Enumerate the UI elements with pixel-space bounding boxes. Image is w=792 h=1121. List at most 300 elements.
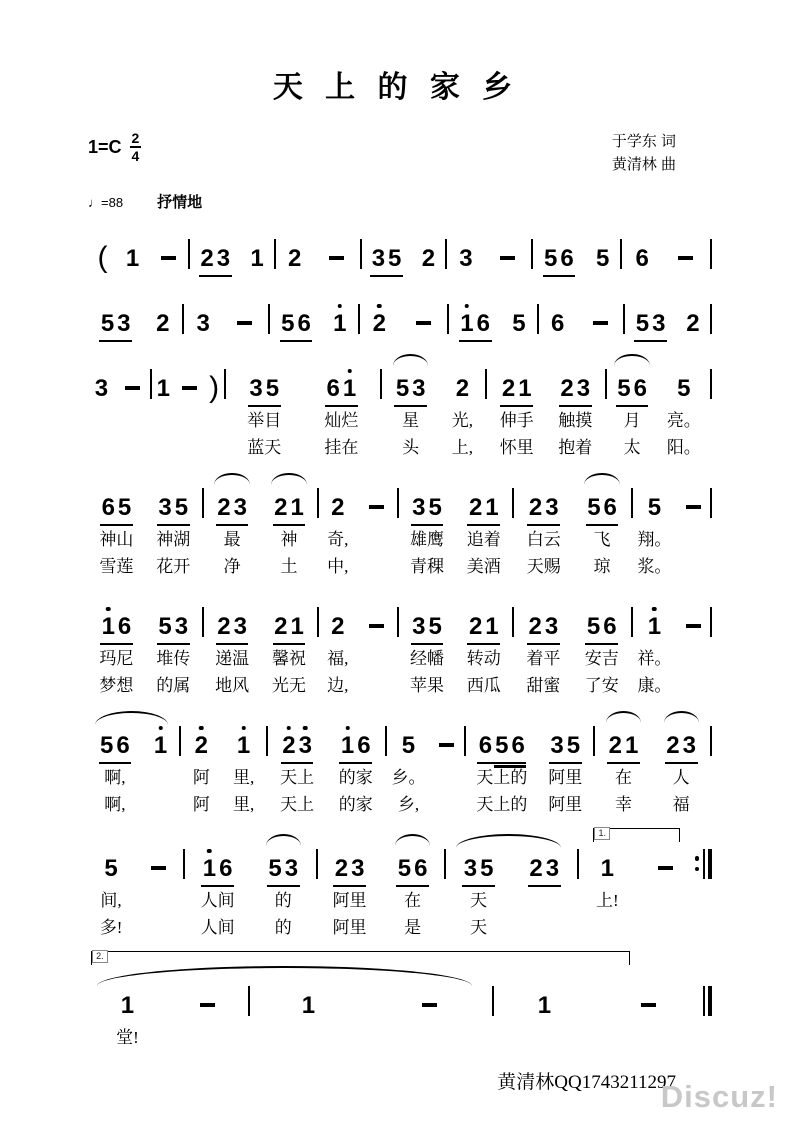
lyric-syllable: 抱着: [558, 437, 593, 457]
note-group: [585, 604, 619, 699]
note: 5: [428, 612, 442, 640]
note: 6: [297, 309, 311, 337]
slur: [214, 473, 249, 485]
beam-group: [364, 604, 389, 645]
barline: [710, 304, 712, 334]
measure: [88, 352, 150, 461]
note: 3: [351, 854, 365, 882]
beam-group: [95, 236, 109, 277]
note: 3: [412, 612, 426, 640]
note-group: [417, 983, 442, 1051]
lyric-syllable: 灿烂: [324, 410, 359, 430]
note: 3: [550, 731, 564, 759]
lyric-syllable: 天: [470, 890, 488, 910]
lyric-syllable: [428, 1024, 432, 1051]
beam-group: [599, 846, 615, 887]
lyric-syllable: 是: [404, 917, 422, 937]
note-group: [155, 366, 171, 461]
lyric-syllable: [374, 553, 378, 580]
beam-group: [527, 485, 560, 526]
repeat-dot: [695, 856, 700, 861]
discuz-watermark: Discuz!: [660, 1079, 778, 1114]
lyric-syllable: 里,: [232, 794, 255, 814]
note: 1: [101, 612, 115, 640]
note-group: [685, 301, 701, 342]
note: 5: [401, 731, 416, 759]
note: 3: [233, 493, 247, 521]
note: 3: [544, 612, 559, 640]
beam-group: [325, 366, 358, 407]
beam-group: [420, 236, 436, 277]
beam-group: [467, 485, 500, 526]
beam-group: [273, 604, 306, 645]
note: 6: [603, 493, 617, 521]
measure: [88, 828, 183, 941]
measure: [514, 590, 631, 699]
lyric-syllable: 啊,: [104, 767, 126, 787]
note-group: [300, 983, 316, 1051]
note: 2: [608, 731, 623, 759]
note: 6: [511, 731, 525, 759]
slur: [614, 354, 649, 366]
beam-group: [364, 485, 389, 526]
beam-group: [195, 301, 211, 342]
dash-note: [416, 321, 431, 325]
beam-group: [477, 723, 526, 764]
lyric-syllable: 天: [470, 917, 488, 937]
music-system: [88, 222, 712, 277]
beam-group: [511, 301, 527, 342]
volta-label: 1.: [594, 827, 610, 840]
note-group: [177, 366, 202, 461]
note: 1: [518, 374, 532, 402]
lyric-syllable: 着平: [526, 648, 561, 668]
note: 2: [217, 612, 231, 640]
note: 5: [117, 493, 132, 521]
dash-note: [686, 624, 701, 628]
lyric-syllable: 神湖: [156, 529, 191, 549]
beam-group: [177, 366, 202, 407]
note-group: [364, 485, 389, 580]
note: 5: [647, 493, 662, 521]
lyric-syllable: 阿里: [548, 794, 583, 814]
lyric-syllable: [212, 434, 216, 461]
measure: [88, 590, 202, 699]
note-group: [607, 723, 640, 818]
note-group: [286, 236, 302, 277]
note: 3: [463, 854, 478, 882]
lyric-syllable: [131, 407, 135, 434]
measure: [399, 590, 513, 699]
beam-group: [193, 723, 209, 764]
key-time-signature: [88, 130, 141, 164]
beam-group: [681, 485, 706, 526]
lyric-syllable: 苹果: [409, 675, 444, 695]
note: 2: [455, 374, 470, 402]
measure: [487, 352, 604, 461]
beam-group: [411, 301, 436, 342]
note-group: [333, 846, 367, 941]
note: 5: [100, 731, 114, 759]
beam-group: [93, 366, 109, 407]
measure: [622, 222, 710, 277]
note: 6: [476, 309, 490, 337]
beam-group: [324, 236, 349, 277]
lyric-syllable: 人: [672, 767, 690, 787]
note-group: [280, 723, 314, 818]
dash-note: [369, 505, 384, 509]
measure: [88, 471, 202, 580]
lyric-syllable: [161, 434, 165, 461]
note-group: [536, 983, 552, 1051]
measure: [185, 828, 316, 941]
beam-group: [665, 723, 698, 764]
beam-group: [500, 366, 533, 407]
note: 2: [421, 244, 436, 272]
lyric-syllable: [156, 887, 160, 914]
lyric-syllable: 祥。: [637, 648, 672, 668]
note-group: [155, 301, 171, 342]
beam-group: [156, 236, 181, 277]
beam-group: [676, 366, 692, 407]
note-group: [588, 301, 613, 342]
lyric-syllable: 馨祝: [271, 648, 306, 668]
measure: [387, 709, 464, 818]
lyric-syllable: 递温: [215, 648, 250, 668]
lyric-syllable: 人间: [200, 917, 235, 937]
note: 5: [595, 244, 610, 272]
lyric-syllable: [663, 914, 667, 941]
beam-group: [527, 604, 560, 645]
note: 6: [219, 854, 233, 882]
lyric-syllable: 挂在: [324, 437, 359, 457]
measure: [539, 287, 624, 342]
beam-group: [394, 366, 427, 407]
note-group: [267, 846, 300, 941]
measure: [579, 828, 695, 941]
note-group: [156, 236, 181, 277]
note-group: [95, 236, 109, 277]
note: 3: [174, 612, 189, 640]
note-group: [594, 236, 610, 277]
note: 3: [371, 244, 386, 272]
note: 5: [587, 493, 601, 521]
measure: [276, 222, 360, 277]
note: 2: [287, 244, 302, 272]
beam-group: [195, 983, 220, 1024]
beam-group: [157, 485, 190, 526]
measure: [152, 352, 223, 461]
lyric-syllable: 净: [223, 556, 241, 576]
note-group: [324, 236, 349, 277]
measure-row: [88, 287, 712, 342]
note-group: [420, 236, 436, 277]
note: 5: [397, 854, 412, 882]
note-group: [616, 366, 649, 461]
note-group: [527, 485, 561, 580]
beam-group: [370, 236, 403, 277]
note-group: [511, 301, 527, 342]
music-system: [88, 828, 712, 941]
slur: [584, 473, 619, 485]
music-system: [88, 590, 712, 699]
note: 1: [600, 854, 614, 882]
beam-group: [586, 485, 619, 526]
lyric-syllable: 多!: [99, 917, 123, 937]
note: 2: [331, 612, 345, 640]
lyric-syllable: 雄鹰: [409, 529, 444, 549]
lyric-syllable: [605, 914, 609, 941]
lyric-syllable: [445, 764, 449, 791]
lyric-syllable: 经幡: [409, 648, 444, 668]
note-group: [124, 236, 140, 277]
repeat-dot: [695, 867, 700, 872]
beam-group: [119, 983, 135, 1024]
note: 5: [428, 493, 442, 521]
measure: [181, 709, 266, 818]
note: 1: [537, 991, 552, 1019]
dash-note: [329, 256, 344, 260]
beam-group: [100, 485, 133, 526]
note: 5: [265, 374, 280, 402]
note-group: [99, 301, 132, 342]
music-system: [88, 951, 712, 1051]
measure: [399, 471, 513, 580]
lyric-syllable: [306, 1024, 310, 1051]
note: 5: [617, 374, 631, 402]
note: 6: [633, 374, 647, 402]
lyric-syllable: 亮。: [666, 410, 701, 430]
beam-group: [339, 723, 372, 764]
beam-group: [616, 366, 649, 407]
slur: [606, 711, 641, 723]
measure: [633, 471, 710, 580]
note: 1: [485, 493, 499, 521]
note: 5: [100, 309, 115, 337]
lyric-syllable: 上,: [451, 437, 474, 457]
measure: [268, 709, 385, 818]
beam-group: [124, 236, 140, 277]
lyric-syllable: [691, 672, 695, 699]
lyric-syllable: [374, 526, 378, 553]
note: 2: [372, 309, 387, 337]
beam-group: [653, 846, 678, 887]
note: 3: [459, 244, 473, 272]
lyric-syllable: 天上: [280, 767, 315, 787]
note-group: [370, 236, 403, 277]
measure: [270, 287, 358, 342]
note-group: [273, 485, 306, 580]
note: 1: [290, 493, 304, 521]
lyric-syllable: 了安: [584, 675, 619, 695]
note: 3: [298, 731, 312, 759]
note-group: [681, 604, 706, 699]
measure: [447, 222, 531, 277]
note: 3: [545, 493, 559, 521]
note-group: [195, 301, 211, 342]
slur: [266, 834, 301, 846]
measure: [446, 828, 577, 941]
lyricist-credit: 于学东 词: [611, 133, 676, 150]
beam-group: [646, 485, 662, 526]
beam-group: [330, 604, 346, 645]
note-group: [332, 301, 348, 342]
lyric-syllable: 间,: [100, 890, 122, 910]
note-group: [667, 366, 701, 461]
note: 1: [301, 991, 316, 1019]
note: 2: [282, 731, 296, 759]
lyric-syllable: 琼: [593, 556, 611, 576]
beam-group: [146, 846, 171, 887]
beam-group: [267, 846, 300, 887]
lyric-syllable: 神山: [99, 529, 134, 549]
note-group: [156, 485, 190, 580]
beam-group: [280, 301, 313, 342]
lyric-syllable: 的: [274, 917, 292, 937]
lyric-syllable: 安吉: [584, 648, 619, 668]
repeat-end-barline: [695, 849, 713, 879]
note: 1: [333, 309, 347, 337]
note-group: [637, 604, 671, 699]
note: 2: [194, 731, 208, 759]
note-group: [93, 366, 109, 461]
note: 3: [412, 374, 426, 402]
note: 2: [331, 493, 345, 521]
beam-group: [157, 604, 190, 645]
dash-note: [125, 386, 140, 390]
beam-group: [607, 723, 640, 764]
measure: [250, 951, 492, 1051]
beam-group: [681, 604, 706, 645]
lyric-syllable: 头: [402, 437, 420, 457]
measure: [88, 951, 248, 1051]
note-group: [156, 604, 190, 699]
note: 1: [340, 731, 355, 759]
note-group: [665, 723, 698, 818]
note: 5: [395, 374, 410, 402]
note: 5: [281, 309, 295, 337]
note: 1: [290, 612, 304, 640]
beam-group: [371, 301, 387, 342]
lyric-syllable: [161, 407, 165, 434]
dash-note: [151, 866, 166, 870]
measure: [607, 352, 710, 461]
time-signature: [130, 130, 142, 164]
measure: [318, 828, 444, 941]
note: 3: [284, 854, 299, 882]
note-group: [371, 301, 387, 342]
beam-group: [454, 366, 470, 407]
note-group: [636, 983, 661, 1051]
note: 5: [480, 854, 494, 882]
music-system: [88, 471, 712, 580]
lyric-syllable: 在: [615, 767, 633, 787]
beam-group: [594, 236, 610, 277]
beam-group: [636, 983, 661, 1024]
composer-credit: 黄清林 曲: [611, 156, 676, 174]
beam-group: [155, 301, 171, 342]
lyric-syllable: 花开: [156, 556, 191, 576]
lyric-syllable: 福,: [327, 648, 349, 668]
lyric-syllable: 转动: [466, 648, 501, 668]
lyric-syllable: [691, 526, 695, 553]
note: 6: [414, 854, 428, 882]
beam-group: [458, 236, 474, 277]
note: 5: [104, 854, 118, 882]
beam-group: [100, 604, 133, 645]
note-group: [543, 236, 576, 277]
measure-row: [88, 352, 712, 461]
lyric-syllable: [187, 407, 191, 434]
dash-note: [422, 1003, 437, 1007]
music-system: [88, 352, 712, 461]
note: 6: [603, 612, 617, 640]
note-group: [215, 604, 249, 699]
note-group: [467, 604, 501, 699]
beam-group: [286, 236, 302, 277]
beam-group: [333, 846, 366, 887]
lyric-syllable: 伸手: [499, 410, 534, 430]
beam-group: [103, 846, 119, 887]
note: 1: [250, 244, 264, 272]
measure: [184, 287, 268, 342]
lyric-syllable: 天上的: [476, 767, 528, 787]
note: 6: [357, 731, 371, 759]
beam-group: [585, 604, 618, 645]
note: 3: [94, 374, 109, 402]
measure: [514, 471, 631, 580]
note: 2: [274, 612, 288, 640]
note-group: [410, 604, 444, 699]
note: 2: [528, 612, 542, 640]
note-group: [634, 236, 650, 277]
lyric-syllable: 追着: [466, 529, 501, 549]
lyric-syllable: [374, 645, 378, 672]
note: 3: [249, 374, 263, 402]
beam-group: [300, 983, 316, 1024]
dash-note: [500, 256, 515, 260]
barline: [710, 607, 712, 637]
dash-note: [237, 321, 252, 325]
measure: [625, 287, 710, 342]
beam-group: [155, 366, 171, 407]
note: 5: [566, 731, 581, 759]
note: 3: [216, 244, 231, 272]
note-group: [339, 723, 373, 818]
note-group: [195, 983, 220, 1051]
beam-group: [459, 301, 492, 342]
note-group: [99, 604, 133, 699]
thin-barline: [703, 986, 705, 1016]
lyric-syllable: 蓝天: [247, 437, 282, 457]
measure: [362, 222, 446, 277]
note-group: [467, 485, 501, 580]
note-group: [596, 846, 619, 941]
lyric-syllable: 奇,: [327, 529, 349, 549]
measure: [204, 471, 318, 580]
beam-group: [207, 366, 221, 407]
note-group: [152, 723, 168, 818]
lyric-syllable: 上!: [595, 890, 619, 910]
note: 2: [528, 493, 543, 521]
lyric-syllable: [99, 407, 103, 434]
measure-row: [88, 590, 712, 699]
dash-note: [369, 624, 384, 628]
lyric-syllable: 人间: [200, 890, 235, 910]
beam-group: [199, 236, 232, 277]
beam-group: [99, 723, 132, 764]
beam-group: [550, 301, 566, 342]
